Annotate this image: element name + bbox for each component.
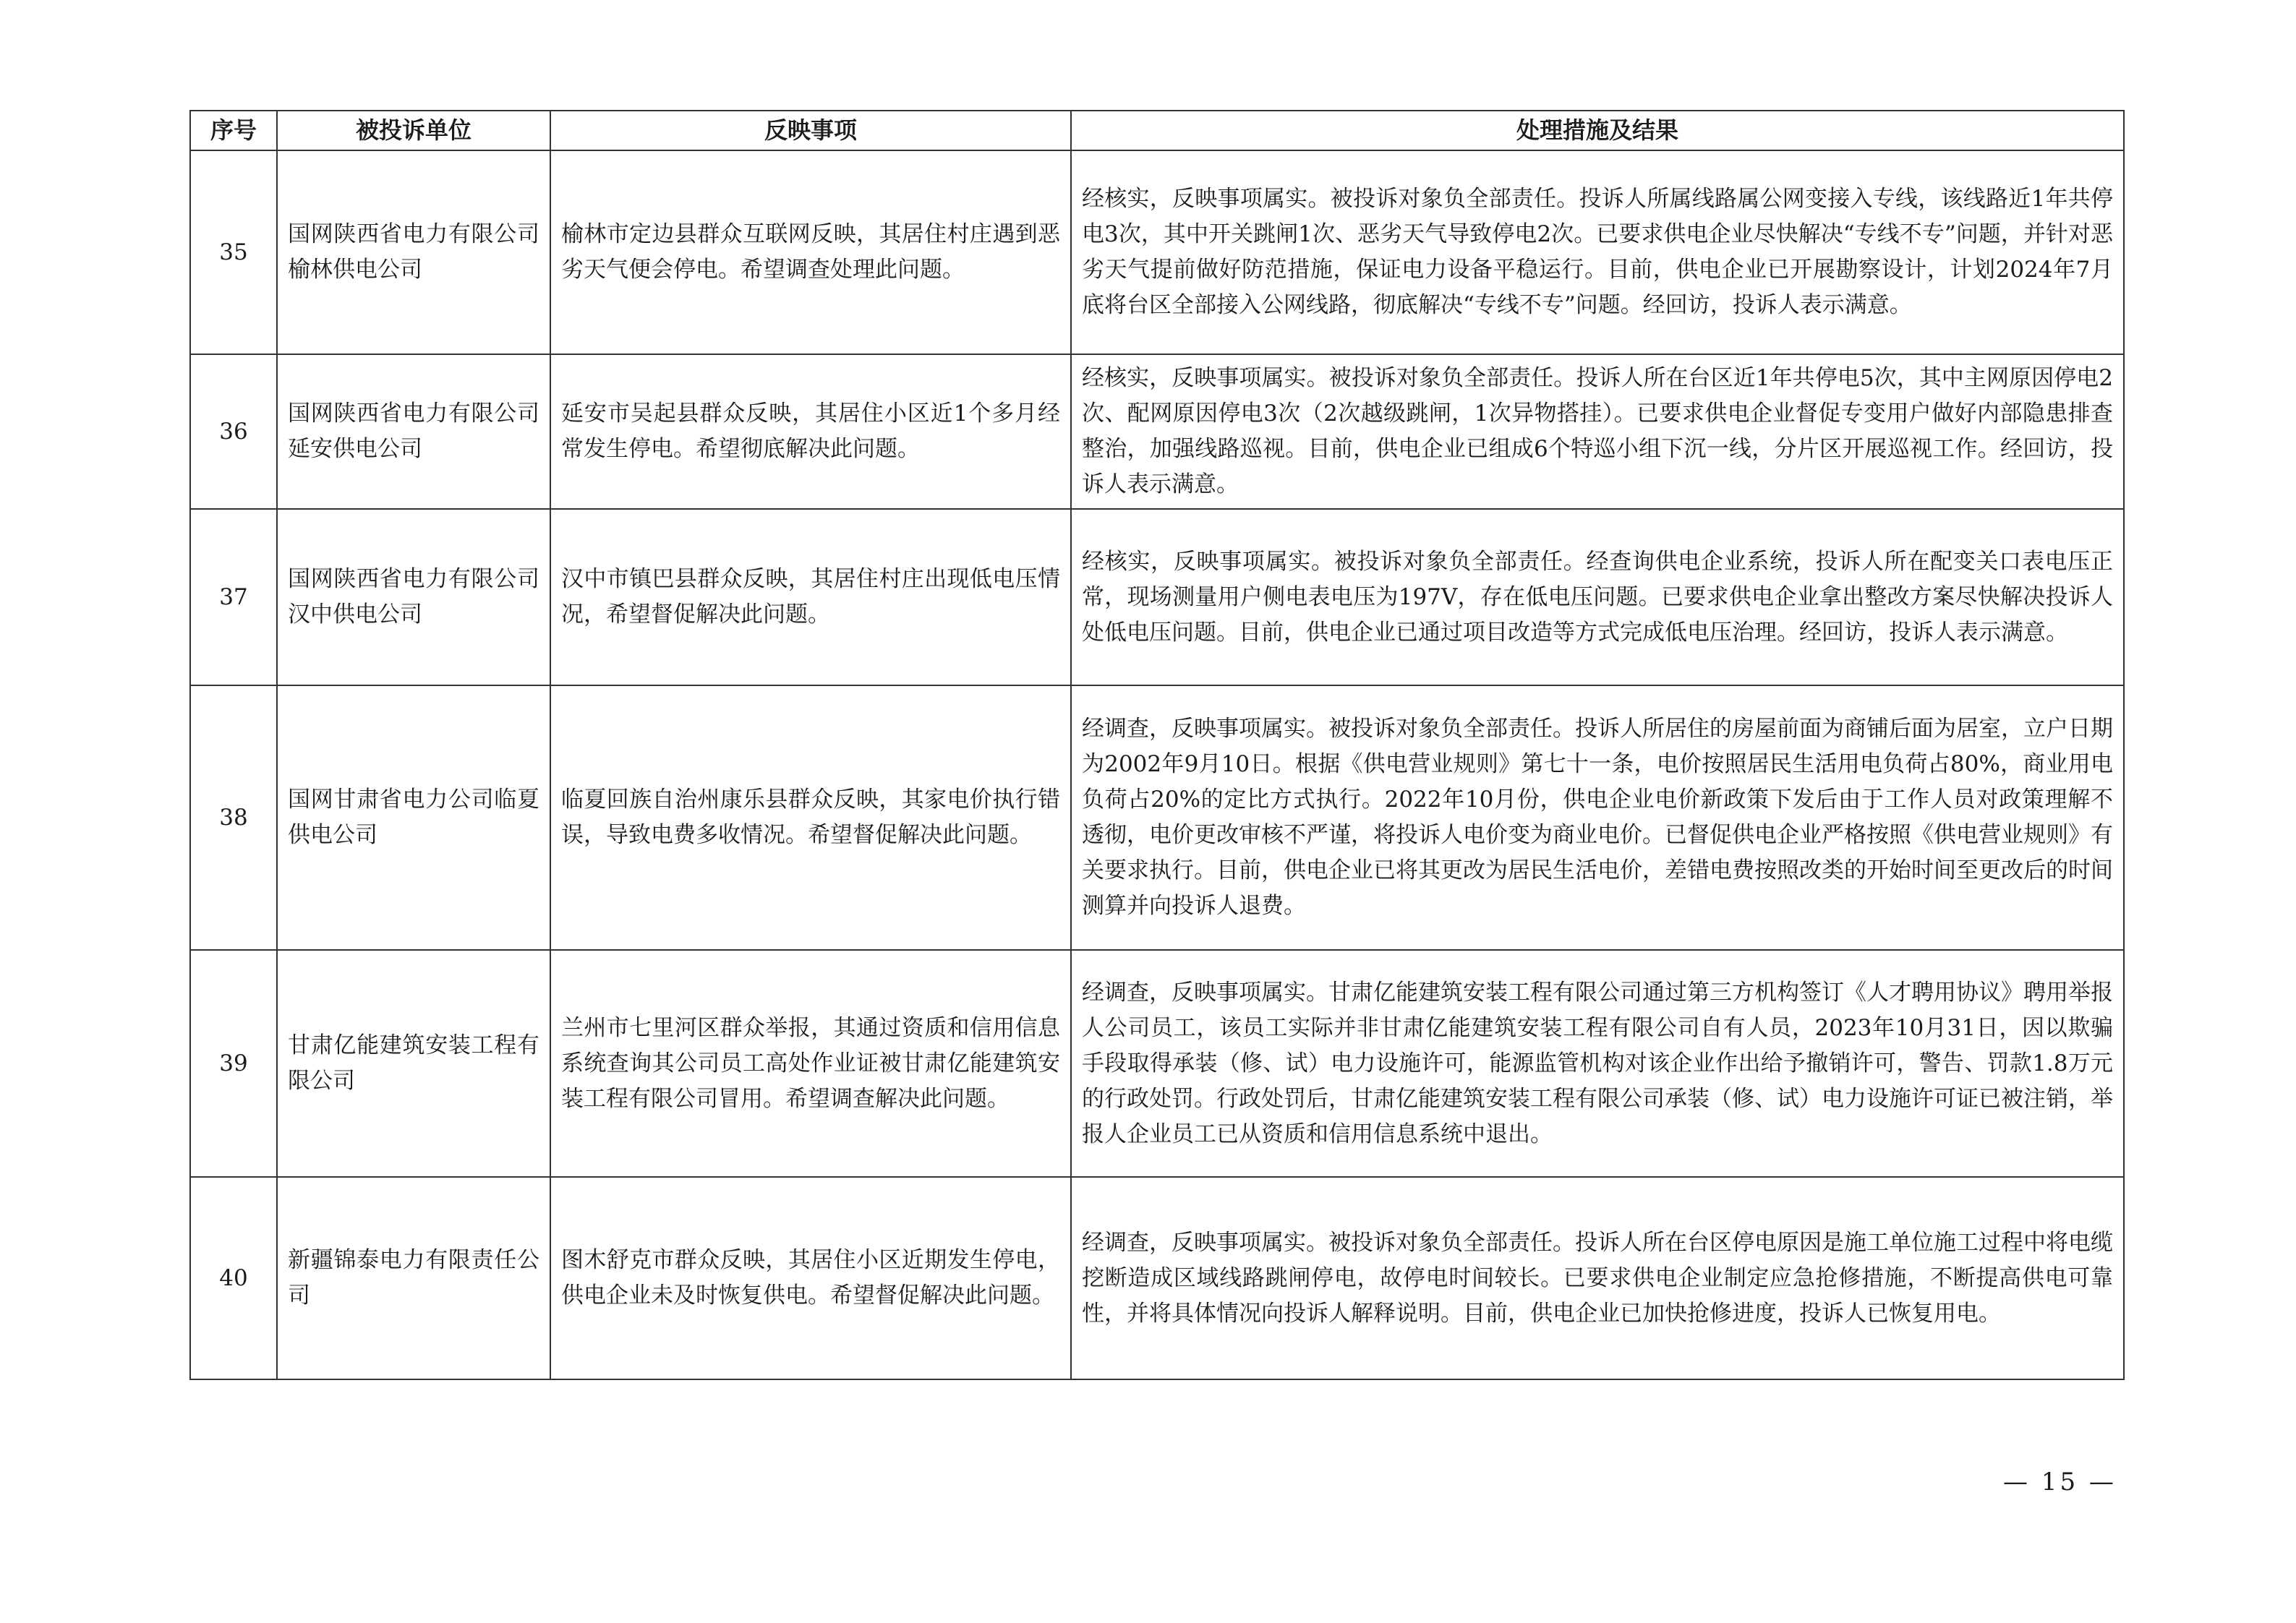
row-seq: 36 [190,354,277,509]
row-result: 经核实，反映事项属实。被投诉对象负全部责任。投诉人所属线路属公网变接入专线，该线路近1年共停电3次，其中开关跳闸1次、恶劣天气导致停电2次。已要求供电企业尽快解决“专线不专”问题，并针对恶劣天气提前做好防范措施，保证电力设备平稳运行。目前，供电企业已开展勘察设计，计划2024年7月底将台区全部接入公网线路，彻底解决“专线不专”问题。经回访，投诉人表示满意。 [1071,150,2124,354]
header-issue: 反映事项 [550,111,1071,150]
row-unit: 国网甘肃省电力公司临夏供电公司 [277,685,550,950]
row-issue: 兰州市七里河区群众举报，其通过资质和信用信息系统查询其公司员工高处作业证被甘肃亿能建筑安装工程有限公司冒用。希望调查解决此问题。 [550,950,1071,1177]
header-seq: 序号 [190,111,277,150]
row-seq: 38 [190,685,277,950]
table-header-row [190,111,2124,150]
row-result: 经调查，反映事项属实。被投诉对象负全部责任。投诉人所在台区停电原因是施工单位施工过程中将电缆挖断造成区域线路跳闸停电，故停电时间较长。已要求供电企业制定应急抢修措施，不断提高供电可靠性，并将具体情况向投诉人解释说明。目前，供电企业已加快抢修进度，投诉人已恢复用电。 [1071,1177,2124,1379]
row-result: 经核实，反映事项属实。被投诉对象负全部责任。投诉人所在台区近1年共停电5次，其中主网原因停电2次、配网原因停电3次（2次越级跳闸，1次异物搭挂）。已要求供电企业督促专变用户做好内部隐患排查整治，加强线路巡视。目前，供电企业已组成6个特巡小组下沉一线，分片区开展巡视工作。经回访，投诉人表示满意。 [1071,354,2124,509]
table-header [190,111,2124,150]
row-seq: 39 [190,950,277,1177]
page-number: — 15 — [2003,1468,2117,1496]
table-body [190,150,2124,1379]
row-unit: 甘肃亿能建筑安装工程有限公司 [277,950,550,1177]
row-seq: 40 [190,1177,277,1379]
complaint-table [189,110,2125,1380]
row-unit: 国网陕西省电力有限公司汉中供电公司 [277,509,550,685]
row-result: 经调查，反映事项属实。甘肃亿能建筑安装工程有限公司通过第三方机构签订《人才聘用协议》聘用举报人公司员工，该员工实际并非甘肃亿能建筑安装工程有限公司自有人员，2023年10月31日，因以欺骗手段取得承装（修、试）电力设施许可，能源监管机构对该企业作出给予撤销许可，警告、罚款1.8万元的行政处罚。行政处罚后，甘肃亿能建筑安装工程有限公司承装（修、试）电力设施许可证已被注销，举报人企业员工已从资质和信用信息系统中退出。 [1071,950,2124,1177]
header-result: 处理措施及结果 [1071,111,2124,150]
table-row [190,509,2124,685]
row-unit: 国网陕西省电力有限公司榆林供电公司 [277,150,550,354]
table-row [190,150,2124,354]
row-issue: 汉中市镇巴县群众反映，其居住村庄出现低电压情况，希望督促解决此问题。 [550,509,1071,685]
row-issue: 榆林市定边县群众互联网反映，其居住村庄遇到恶劣天气便会停电。希望调查处理此问题。 [550,150,1071,354]
header-unit: 被投诉单位 [277,111,550,150]
row-result: 经核实，反映事项属实。被投诉对象负全部责任。经查询供电企业系统，投诉人所在配变关口表电压正常，现场测量用户侧电表电压为197V，存在低电压问题。已要求供电企业拿出整改方案尽快解决投诉人处低电压问题。目前，供电企业已通过项目改造等方式完成低电压治理。经回访，投诉人表示满意。 [1071,509,2124,685]
table-row [190,685,2124,950]
table-row [190,950,2124,1177]
row-seq: 37 [190,509,277,685]
row-result: 经调查，反映事项属实。被投诉对象负全部责任。投诉人所居住的房屋前面为商铺后面为居室，立户日期为2002年9月10日。根据《供电营业规则》第七十一条，电价按照居民生活用电负荷占80%，商业用电负荷占20%的定比方式执行。2022年10月份，供电企业电价新政策下发后由于工作人员对政策理解不透彻，电价更改审核不严谨，将投诉人电价变为商业电价。已督促供电企业严格按照《供电营业规则》有关要求执行。目前，供电企业已将其更改为居民生活电价，差错电费按照改类的开始时间至更改后的时间测算并向投诉人退费。 [1071,685,2124,950]
table-row [190,354,2124,509]
row-seq: 35 [190,150,277,354]
row-unit: 新疆锦泰电力有限责任公司 [277,1177,550,1379]
table-row [190,1177,2124,1379]
row-unit: 国网陕西省电力有限公司延安供电公司 [277,354,550,509]
row-issue: 临夏回族自治州康乐县群众反映，其家电价执行错误，导致电费多收情况。希望督促解决此问题。 [550,685,1071,950]
row-issue: 延安市吴起县群众反映，其居住小区近1个多月经常发生停电。希望彻底解决此问题。 [550,354,1071,509]
row-issue: 图木舒克市群众反映，其居住小区近期发生停电，供电企业未及时恢复供电。希望督促解决此问题。 [550,1177,1071,1379]
